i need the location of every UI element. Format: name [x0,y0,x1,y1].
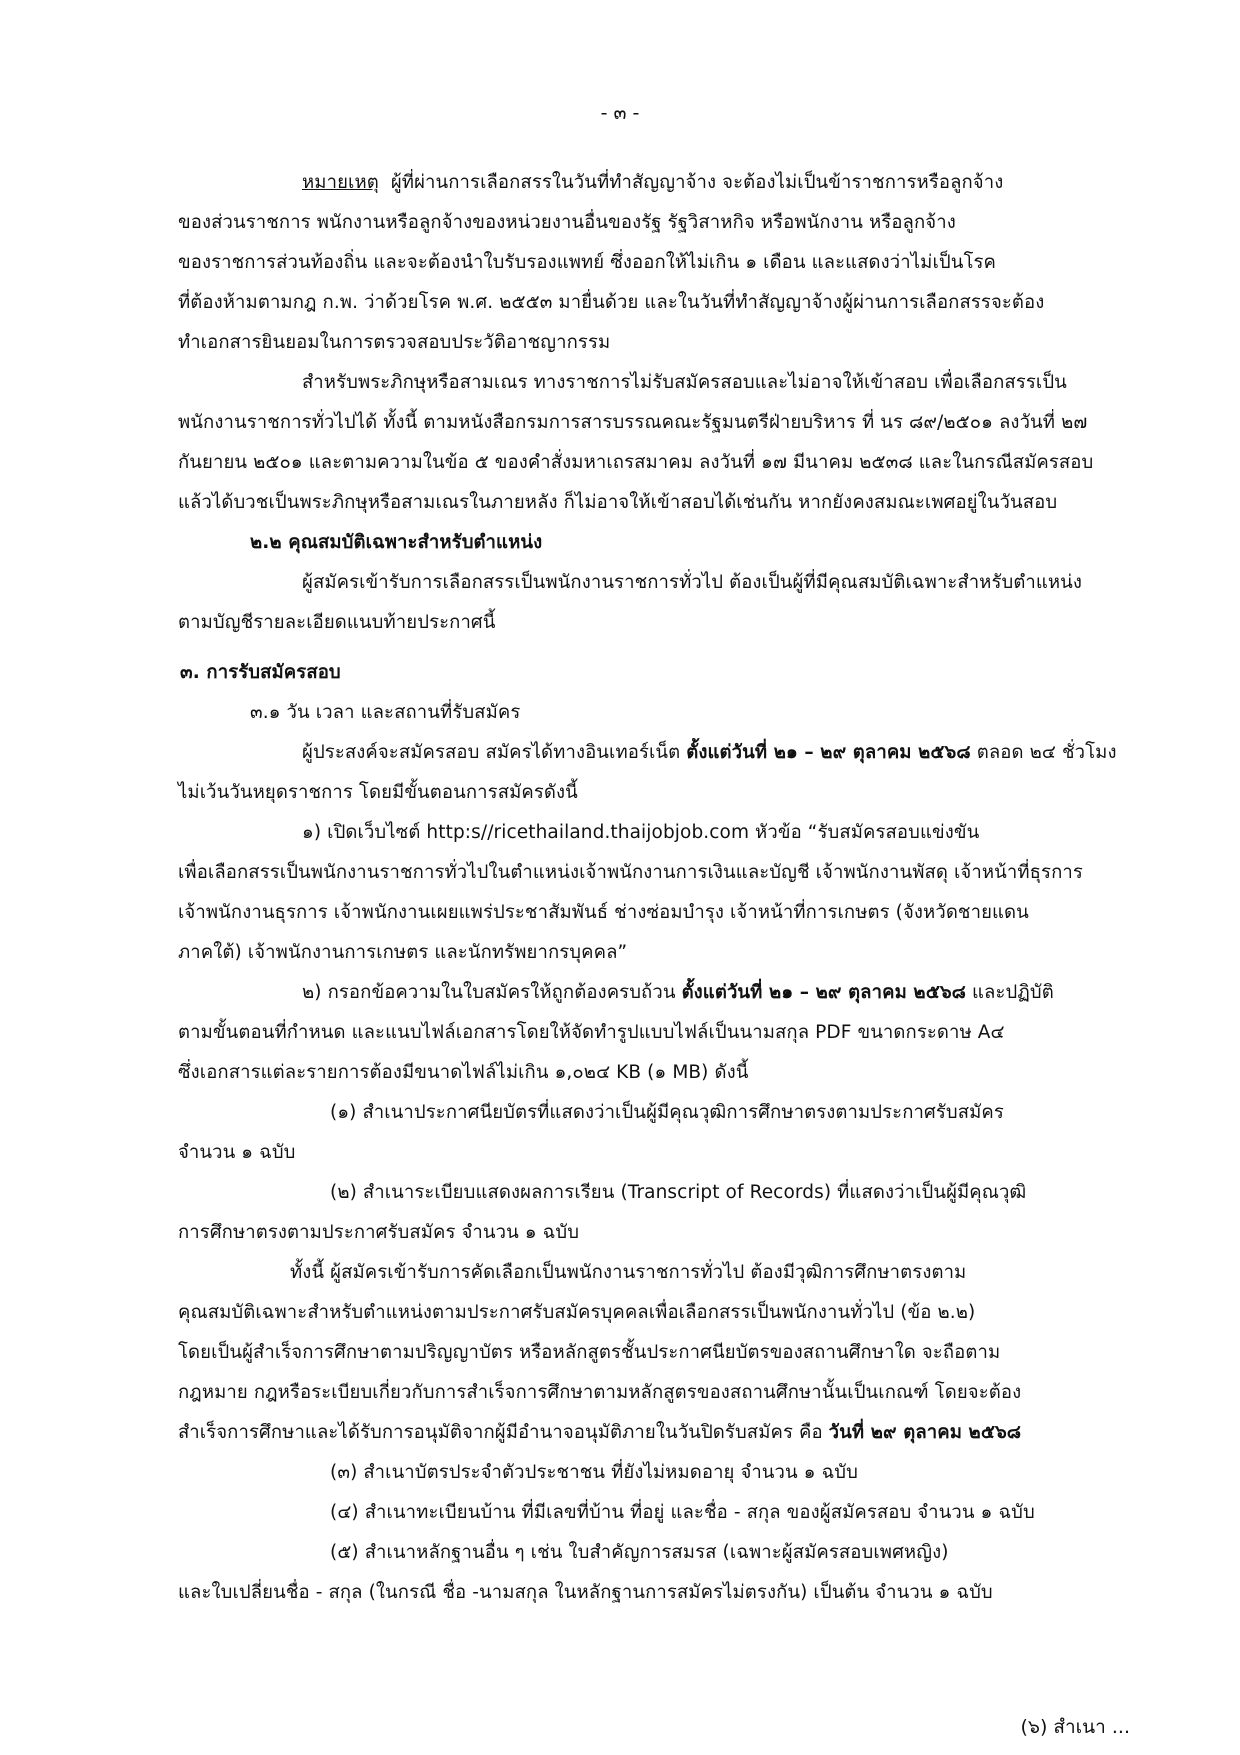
step1-line-4: ภาคใต้) เจ้าพนักงานการเกษตร และนักทรัพยากรบุคคล” [178,942,628,963]
note-line-2: ของส่วนราชการ พนักงานหรือลูกจ้างของหน่วยงานอื่นของรัฐ รัฐวิสาหกิจ หรือพนักงาน หรือลูกจ้าง [178,212,956,233]
monk-line-1: สำหรับพระภิกษุหรือสามเณร ทางราชการไม่รับสมัครสอบและไม่อาจให้เข้าสอบ เพื่อเลือกสรรเป็น [302,372,1067,393]
note2-line-3: โดยเป็นผู้สำเร็จการศึกษาตามปริญญาบัตร หรือหลักสูตรชั้นประกาศนียบัตรของสถานศึกษาใด จะถือตาม [178,1342,1001,1363]
doc1-line-2: จำนวน ๑ ฉบับ [178,1142,296,1163]
monk-line-4: แล้วได้บวชเป็นพระภิกษุหรือสามเณรในภายหลัง ก็ไม่อาจให้เข้าสอบได้เช่นกัน หากยังคงสมณะเพศอยู่ในวันสอบ [178,492,1058,513]
note-text-1: ผู้ที่ผ่านการเลือกสรรในวันที่ทำสัญญาจ้าง จะต้องไม่เป็นข้าราชการหรือลูกจ้าง [390,172,1004,193]
note-line-1 [302,168,1003,197]
note2-line-2: คุณสมบัติเฉพาะสำหรับตำแหน่งตามประกาศรับสมัครบุคคลเพื่อเลือกสรรเป็นพนักงานทั่วไป (ข้อ ๒.๒) [178,1302,976,1323]
sec3-date: ตั้งแต่วันที่ ๒๑ – ๒๙ ตุลาคม ๒๕๖๘ [686,742,971,763]
note2-text-a: สำเร็จการศึกษาและได้รับการอนุมัติจากผู้มีอำนาจอนุมัติภายในวันปิดรับสมัคร คือ [178,1422,829,1443]
sec22-line-1: ผู้สมัครเข้ารับการเลือกสรรเป็นพนักงานราชการทั่วไป ต้องเป็นผู้ที่มีคุณสมบัติเฉพาะสำหรับตำแหน่ง [302,572,1083,593]
doc2-line-2: การศึกษาตรงตามประกาศรับสมัคร จำนวน ๑ ฉบับ [178,1222,580,1243]
section-3-1-heading: ๓.๑ วัน เวลา และสถานที่รับสมัคร [250,702,521,723]
doc4-line: (๔) สำเนาทะเบียนบ้าน ที่มีเลขที่บ้าน ที่อยู่ และชื่อ - สกุล ของผู้สมัครสอบ จำนวน ๑ ฉบับ [330,1502,1035,1523]
sec3-text-a: ผู้ประสงค์จะสมัครสอบ สมัครได้ทางอินเทอร์เน็ต [302,742,687,763]
page-number: - ๓ - [600,102,640,124]
note2-line-1: ทั้งนี้ ผู้สมัครเข้ารับการคัดเลือกเป็นพนักงานราชการทั่วไป ต้องมีวุฒิการศึกษาตรงตาม [290,1262,967,1283]
step2-date: ตั้งแต่วันที่ ๒๑ – ๒๙ ตุลาคม ๒๕๖๘ [681,982,967,1003]
note2-date: วันที่ ๒๙ ตุลาคม ๒๕๖๘ [828,1422,1022,1443]
sec3-line-2: ไม่เว้นวันหยุดราชการ โดยมีขั้นตอนการสมัครดังนี้ [178,782,578,803]
doc5-line-1: (๕) สำเนาหลักฐานอื่น ๆ เช่น ใบสำคัญการสมรส (เฉพาะผู้สมัครสอบเพศหญิง) [330,1542,949,1563]
note-line-4: ที่ต้องห้ามตามกฎ ก.พ. ว่าด้วยโรค พ.ศ. ๒๕๕๓ มายื่นด้วย และในวันที่ทำสัญญาจ้างผู้ผ่านการเลือกสรรจะต้อง [178,292,1045,313]
sec22-line-2: ตามบัญชีรายละเอียดแนบท้ายประกาศนี้ [178,612,496,633]
step1-line-2: เพื่อเลือกสรรเป็นพนักงานราชการทั่วไปในตำแหน่งเจ้าพนักงานการเงินและบัญชี เจ้าพนักงานพัสดุ เจ้าหน้าที่ธุรการ [178,862,1083,883]
section-3-heading: ๓. การรับสมัครสอบ [180,662,341,683]
step2-text-c: และปฏิบัติ [966,982,1054,1003]
note2-line-5 [178,1418,1021,1447]
step2-line-1 [302,978,1054,1007]
monk-line-3: กันยายน ๒๕๐๑ และตามความในข้อ ๕ ของคำสั่งมหาเถรสมาคม ลงวันที่ ๑๗ มีนาคม ๒๕๓๘ และในกรณีสมัครสอบ [178,452,1094,473]
sec3-text-c: ตลอด ๒๔ ชั่วโมง [970,742,1117,763]
doc3-line: (๓) สำเนาบัตรประจำตัวประชาชน ที่ยังไม่หมดอายุ จำนวน ๑ ฉบับ [330,1462,858,1483]
continuation-footer: (๖) สำเนา ... [1020,1716,1130,1738]
monk-line-2: พนักงานราชการทั่วไปได้ ทั้งนี้ ตามหนังสือกรมการสารบรรณคณะรัฐมนตรีฝ่ายบริหาร ที่ นร ๘๙/๒๕๐๑ ลงวันที่ ๒๗ [178,412,1088,433]
section-2-2-heading: ๒.๒ คุณสมบัติเฉพาะสำหรับตำแหน่ง [250,532,543,553]
step2-text-a: ๒) กรอกข้อความในใบสมัครให้ถูกต้องครบถ้วน [302,982,682,1003]
note-line-3: ของราชการส่วนท้องถิ่น และจะต้องนำใบรับรองแพทย์ ซึ่งออกให้ไม่เกิน ๑ เดือน และแสดงว่าไม่เป็นโรค [178,252,997,273]
note-label: หมายเหตุ [302,172,379,193]
doc2-line-1: (๒) สำเนาระเบียบแสดงผลการเรียน (Transcript of Records) ที่แสดงว่าเป็นผู้มีคุณวุฒิ [330,1182,1027,1203]
step1-line-1: ๑) เปิดเว็บไซต์ http:s//ricethailand.thaijobjob.com หัวข้อ “รับสมัครสอบแข่งขัน [302,822,980,843]
step2-line-3: ซึ่งเอกสารแต่ละรายการต้องมีขนาดไฟล์ไม่เกิน ๑,๐๒๔ KB (๑ MB) ดังนี้ [178,1062,749,1083]
doc1-line-1: (๑) สำเนาประกาศนียบัตรที่แสดงว่าเป็นผู้มีคุณวุฒิการศึกษาตรงตามประกาศรับสมัคร [330,1102,1004,1123]
sec3-line-1 [302,738,1117,767]
note-line-5: ทำเอกสารยินยอมในการตรวจสอบประวัติอาชญากรรม [178,332,611,353]
step2-line-2: ตามขั้นตอนที่กำหนด และแนบไฟล์เอกสารโดยให้จัดทำรูปแบบไฟล์เป็นนามสกุล PDF ขนาดกระดาษ A๔ [178,1022,1005,1043]
step1-line-3: เจ้าพนักงานธุรการ เจ้าพนักงานเผยแพร่ประชาสัมพันธ์ ช่างซ่อมบำรุง เจ้าหน้าที่การเกษตร (จังหวัดชายแดน [178,902,1029,923]
doc5-line-2: และใบเปลี่ยนชื่อ - สกุล (ในกรณี ชื่อ -นามสกุล ในหลักฐานการสมัครไม่ตรงกัน) เป็นต้น จำนวน ๑ ฉบับ [178,1582,993,1603]
note2-line-4: กฎหมาย กฎหรือระเบียบเกี่ยวกับการสำเร็จการศึกษาตามหลักสูตรของสถานศึกษานั้นเป็นเกณฑ์ โดยจะต้อง [178,1382,1022,1403]
